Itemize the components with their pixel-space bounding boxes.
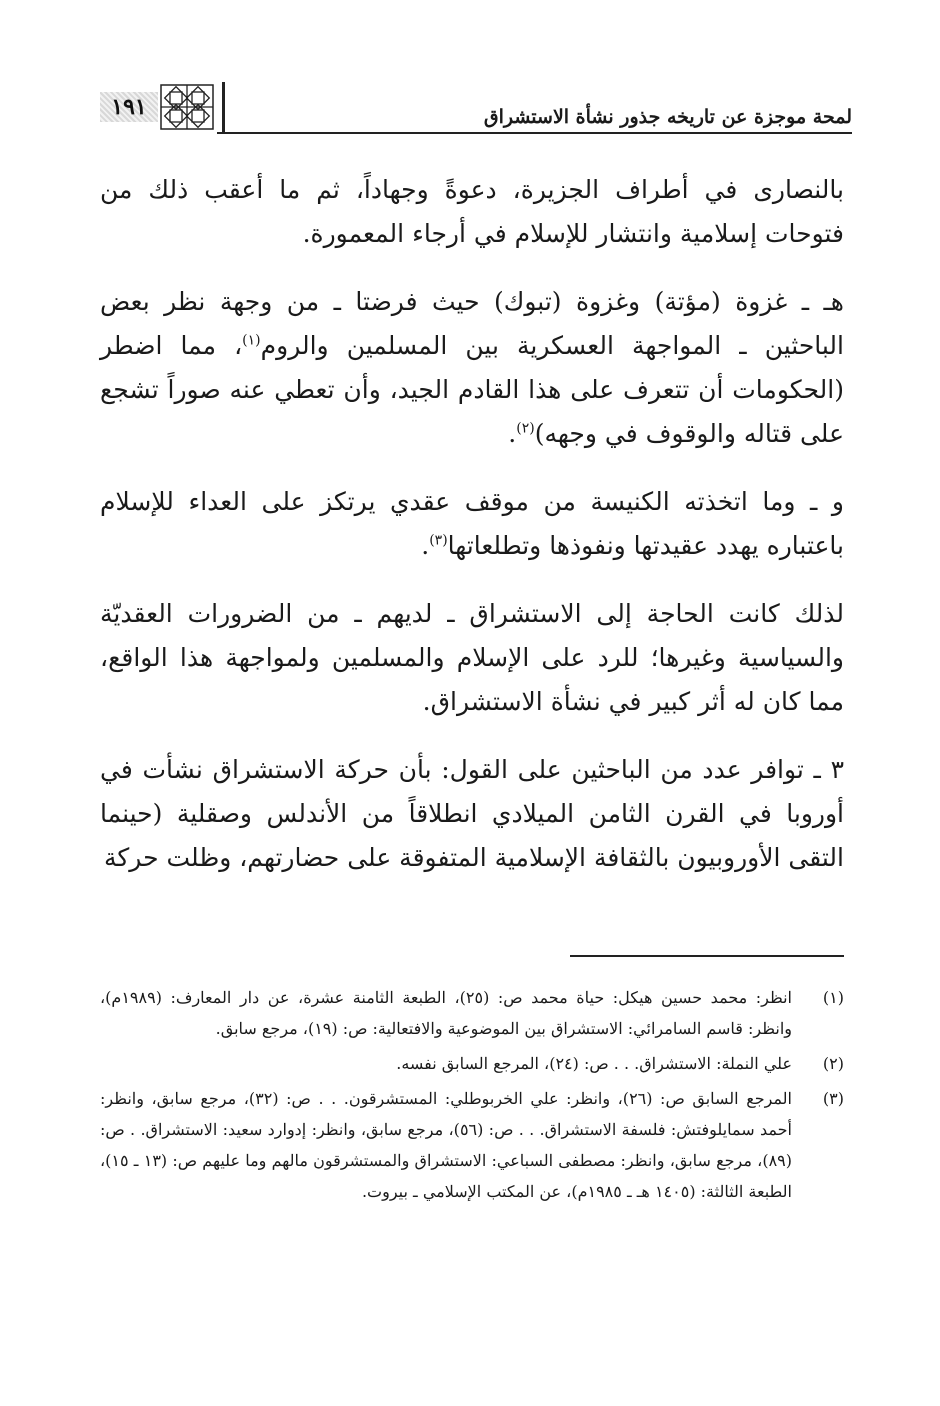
page-number-badge <box>100 92 158 122</box>
paragraph <box>100 168 844 256</box>
footnote-ref[interactable]: (٢) <box>516 420 535 437</box>
page-header <box>100 78 852 134</box>
paragraph-text: ٣ ـ توافر عدد من الباحثين على القول: بأن حركة الاستشراق نشأت في أوروبا في القرن الثامن الميلادي انطلاقاً من الأندلس وصقلية (حينما التقى الأوروبيون بالثقافة الإسلامية المتفوقة على حضارتهم، وظلت حركة <box>100 755 844 872</box>
paragraph-text: . <box>421 531 430 560</box>
footnote-number: (٢) <box>822 1054 844 1073</box>
paragraph <box>100 280 844 456</box>
paragraph <box>100 592 844 724</box>
footnote <box>100 1083 844 1207</box>
footnote-separator <box>570 955 844 957</box>
footnote-text: انظر: محمد حسين هيكل: حياة محمد ص: (٢٥)، الطبعة الثامنة عشرة، عن دار المعارف: (١٩٨٩م)، وانظر: قاسم السامرائي: الاستشراق بين الموضوعية والافتعالية: ص: (١٩)، مرجع سابق. <box>100 988 793 1038</box>
footnote <box>100 982 844 1044</box>
page-number: ١٩١ <box>111 94 147 120</box>
footnote-number: (٣) <box>822 1089 844 1108</box>
paragraph-text: . <box>508 419 517 448</box>
paragraph-text: لذلك كانت الحاجة إلى الاستشراق ـ لديهم ـ من الضرورات العقديّة والسياسية وغيرها؛ للرد على الإسلام والمسلمين ولمواجهة هذا الواقع، مما كان له أثر كبير في نشأة الاستشراق. <box>100 599 844 716</box>
footnote-text: المرجع السابق ص: (٢٦)، وانظر: علي الخربوطلي: المستشرقون. . . ص: (٣٢)، مرجع سابق، وانظر: أحمد سمايلوفتش: فلسفة الاستشراق. . . ص: (٥٦)، مرجع سابق، وانظر: إدوارد سعيد: الاستشراق. . ص: (٨٩)، مرجع سابق، وانظر: مصطفى السباعي: الاستشراق والمستشرقون مالهم وما عليهم ص: (١٣ ـ ١٥)، الطبعة الثالثة: (١٤٠٥ هـ ـ ١٩٨٥م)، عن المكتب الإسلامي ـ بيروت. <box>100 1089 793 1201</box>
paragraph-text: بالنصارى في أطراف الجزيرة، دعوةً وجهاداً، ثم ما أعقب ذلك من فتوحات إسلامية وانتشار للإسلام في أرجاء المعمورة. <box>100 175 844 248</box>
header-divider <box>222 82 225 134</box>
paragraph <box>100 748 844 880</box>
footnote-ref[interactable]: (٣) <box>429 532 448 549</box>
paragraph <box>100 480 844 568</box>
footnote-number: (١) <box>822 988 844 1007</box>
paragraph-text: هـ ـ غزوة (مؤتة) وغزوة (تبوك) حيث فرضتا ـ من وجهة نظر بعض الباحثين ـ المواجهة العسكرية بين المسلمين والروم <box>100 287 844 360</box>
paragraph-text: و ـ وما اتخذته الكنيسة من موقف عقدي يرتكز على العداء للإسلام باعتباره يهدد عقيدتها ونفوذها وتطلعاتها <box>100 487 844 560</box>
paragraph-text: ، مما اضطر (الحكومات أن تتعرف على هذا القادم الجيد، وأن تعطي عنه صوراً تشجع على قتاله والوقوف في وجهه) <box>100 331 844 448</box>
footnotes <box>100 982 844 1211</box>
main-text <box>100 168 844 904</box>
ornament-icon <box>160 84 214 130</box>
header-rule <box>217 132 852 134</box>
footnote-text: علي النملة: الاستشراق. . . ص: (٢٤)، المرجع السابق نفسه. <box>396 1054 792 1073</box>
running-title: لمحة موجزة عن تاريخه جذور نشأة الاستشراق <box>483 106 852 128</box>
footnote-ref[interactable]: (١) <box>242 332 261 349</box>
footnote <box>100 1048 844 1079</box>
